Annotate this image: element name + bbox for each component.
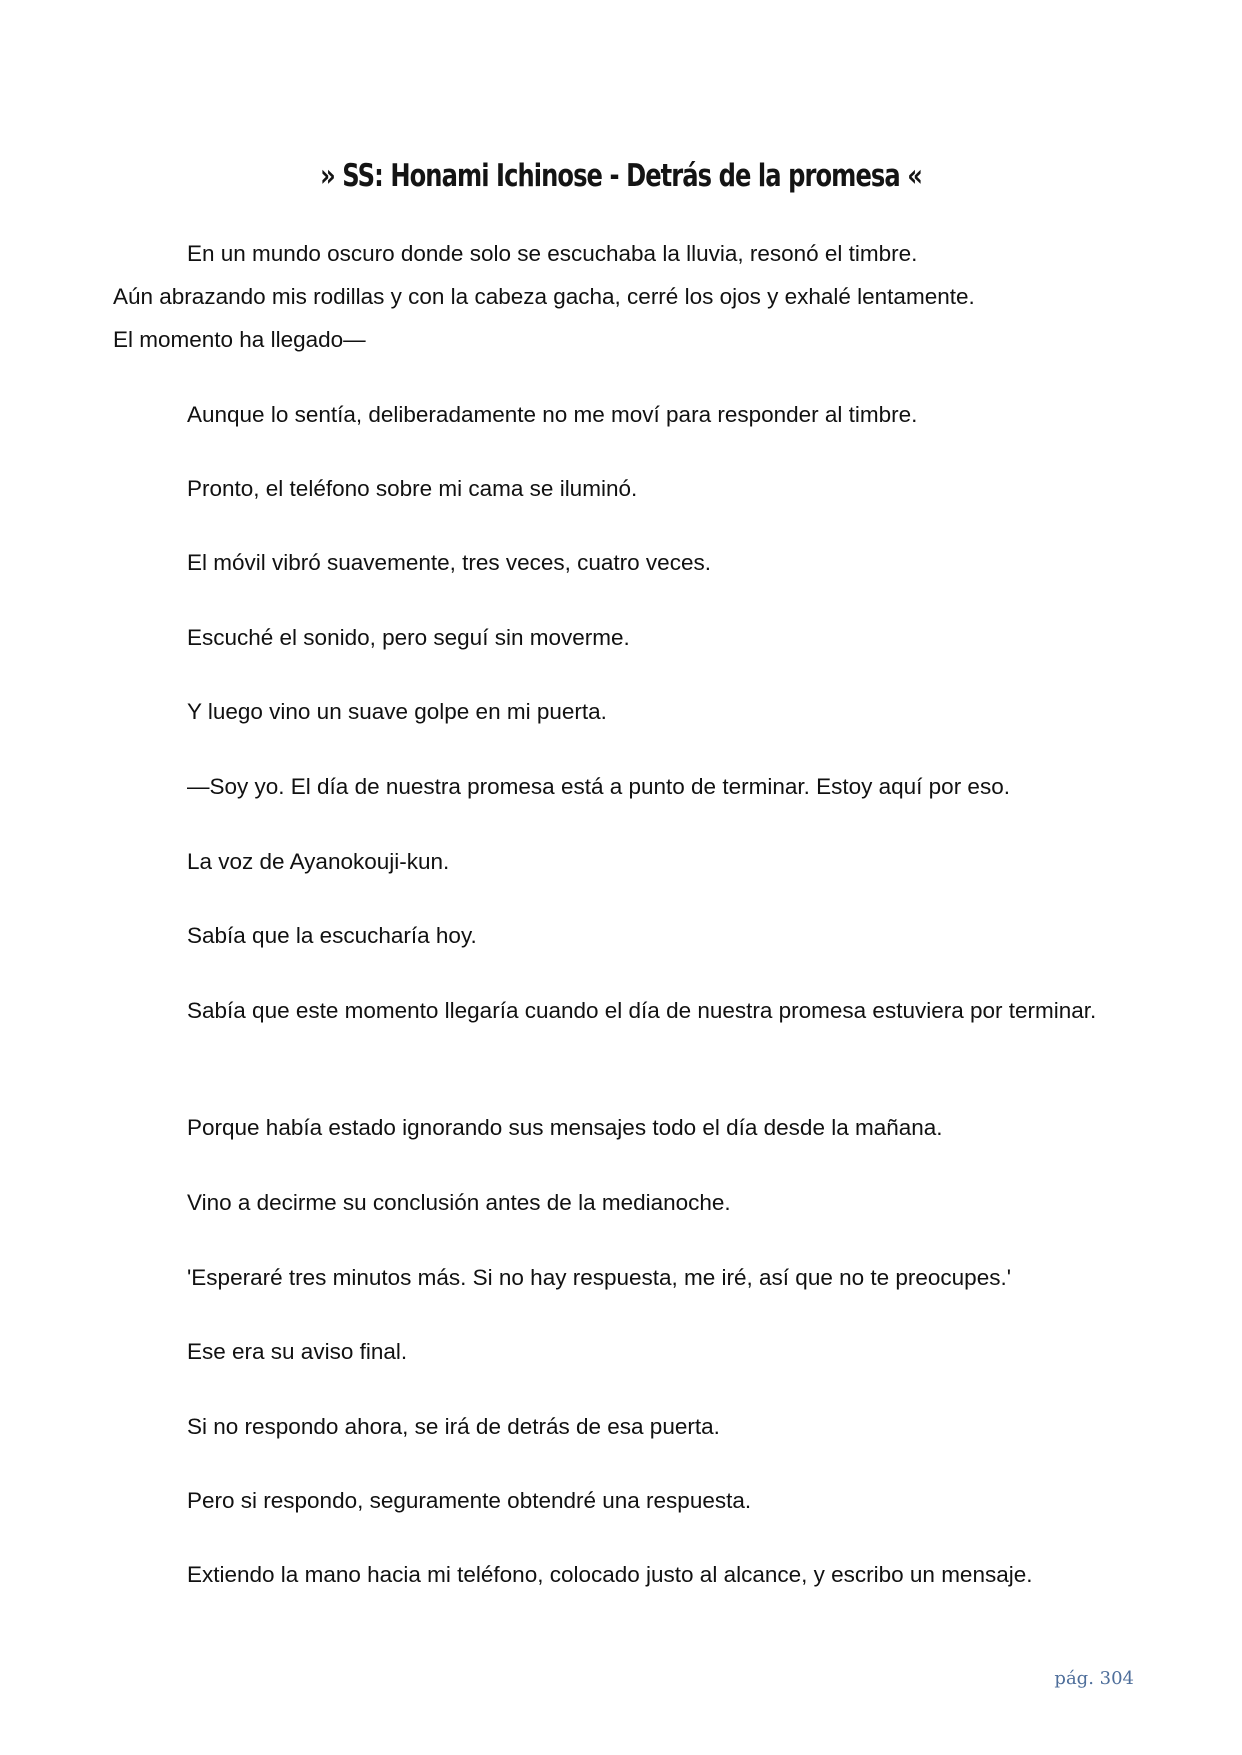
paragraph-text: Pronto, el teléfono sobre mi cama se iluminó.	[187, 476, 638, 501]
paragraph-text: Y luego vino un suave golpe en mi puerta.	[187, 699, 607, 724]
opening-line-3: El momento ha llegado—	[113, 327, 366, 352]
paragraph-text: Escuché el sonido, pero seguí sin moverme.	[187, 625, 630, 650]
paragraph	[113, 765, 1129, 808]
paragraph-text: 'Esperaré tres minutos más. Si no hay respuesta, me iré, así que no te preocupes.'	[187, 1265, 1012, 1290]
paragraph	[113, 393, 1129, 436]
paragraph	[113, 989, 1129, 1032]
chapter-title: » SS: Honami Ichinose - Detrás de la promesa «	[320, 158, 922, 194]
paragraph	[113, 840, 1129, 883]
paragraph	[113, 467, 1129, 510]
paragraph-text: Porque había estado ignorando sus mensajes todo el día desde la mañana.	[187, 1115, 943, 1140]
paragraph	[113, 1405, 1129, 1448]
paragraph-text: La voz de Ayanokouji-kun.	[187, 849, 450, 874]
paragraph-text: Sabía que la escucharía hoy.	[187, 923, 477, 948]
paragraph-text: Pero si respondo, seguramente obtendré una respuesta.	[187, 1488, 752, 1513]
paragraph	[113, 1106, 1129, 1149]
paragraph	[113, 541, 1129, 584]
paragraph	[113, 1330, 1129, 1373]
paragraph-text: Extiendo la mano hacia mi teléfono, colocado justo al alcance, y escribo un mensaje.	[187, 1562, 1033, 1587]
paragraph	[113, 616, 1129, 659]
paragraph-text: Si no respondo ahora, se irá de detrás de esa puerta.	[187, 1414, 720, 1439]
paragraph-text: Aunque lo sentía, deliberadamente no me moví para responder al timbre.	[187, 402, 918, 427]
paragraph	[113, 1256, 1129, 1299]
paragraph	[113, 1479, 1129, 1522]
paragraph-text: Vino a decirme su conclusión antes de la medianoche.	[187, 1190, 731, 1215]
opening-line-2: Aún abrazando mis rodillas y con la cabeza gacha, cerré los ojos y exhalé lentamente.	[113, 284, 975, 309]
paragraph-text: Sabía que este momento llegaría cuando el día de nuestra promesa estuviera por terminar.	[187, 998, 1097, 1023]
paragraph	[113, 1181, 1129, 1224]
paragraph-text: Ese era su aviso final.	[187, 1339, 408, 1364]
paragraph	[113, 1553, 1129, 1596]
opening-line-1: En un mundo oscuro donde solo se escuchaba la lluvia, resonó el timbre.	[187, 241, 918, 266]
paragraph-text: —Soy yo. El día de nuestra promesa está a punto de terminar. Estoy aquí por eso.	[187, 774, 1010, 799]
page-number: pág. 304	[1054, 1668, 1134, 1689]
paragraph	[113, 914, 1129, 957]
opening-paragraph	[113, 232, 1129, 361]
paragraph	[113, 690, 1129, 733]
paragraph-text: El móvil vibró suavemente, tres veces, cuatro veces.	[187, 550, 711, 575]
